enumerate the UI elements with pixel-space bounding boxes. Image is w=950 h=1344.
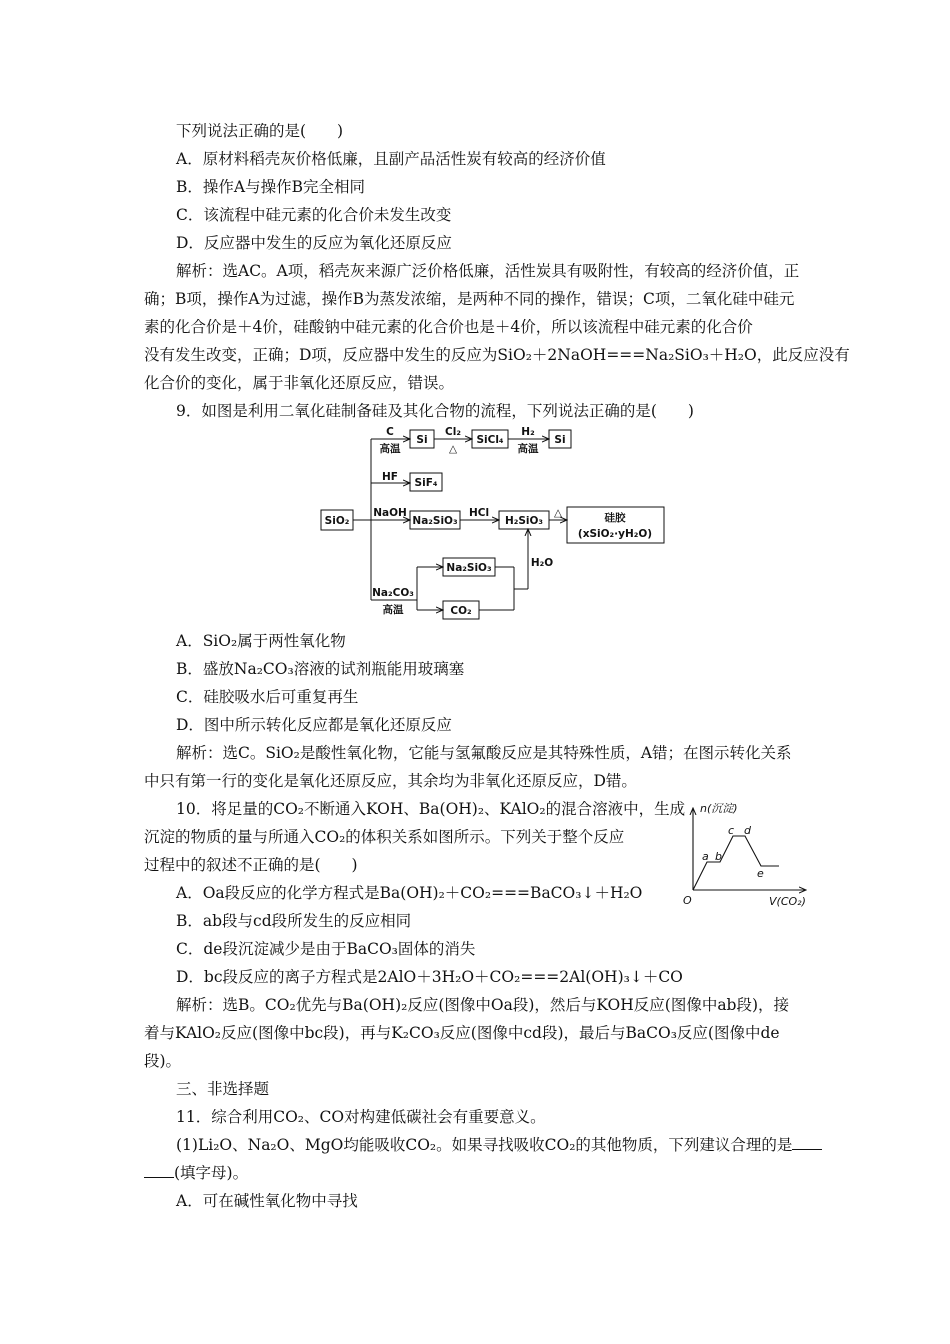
flow-label-delta-1: △: [448, 443, 458, 455]
q9-stem: 9．如图是利用二氧化硅制备硅及其化合物的流程，下列说法正确的是( ): [176, 402, 694, 420]
q10-analysis-3: 段)。: [144, 1052, 182, 1070]
flow-na2sio3: Na₂SiO₃: [412, 515, 458, 527]
q8-analysis-5: 化合价的变化，属于非氧化还原反应，错误。: [144, 374, 455, 392]
q9-option-c: C．硅胶吸水后可重复再生: [176, 688, 359, 706]
flow-label-delta-2: △: [553, 507, 563, 519]
q9-option-b: B．盛放Na₂CO₃溶液的试剂瓶能用玻璃塞: [176, 660, 465, 678]
graph-xlabel: V(CO₂): [769, 895, 806, 908]
q8-option-a: A．原材料稻壳灰价格低廉，且副产品活性炭有较高的经济价值: [176, 150, 606, 168]
flow-label-na2co3: Na₂CO₃: [372, 587, 414, 599]
flow-label-h2o: H₂O: [530, 557, 554, 569]
answer-blank[interactable]: [792, 1135, 822, 1150]
graph-point-b: b: [715, 850, 722, 863]
flow-si-1: Si: [416, 434, 428, 446]
q11-part1-line2: [144, 1163, 248, 1183]
q8-analysis-3: 素的化合价是＋4价，硅酸钠中硅元素的化合价也是＋4价，所以该流程中硅元素的化合价: [144, 318, 753, 336]
flow-label-gaowen-1: 高温: [379, 443, 401, 455]
q9-analysis-1: 解析：选C。SiO₂是酸性氧化物，它能与氢氟酸反应是其特殊性质，A错；在图示转化关系: [176, 744, 792, 762]
answer-blank-continued[interactable]: [144, 1163, 174, 1178]
flow-h2sio3: H₂SiO₃: [504, 515, 544, 527]
q10-stem-3: 过程中的叙述不正确的是( ): [144, 856, 358, 874]
precipitate-graph: [680, 796, 815, 908]
q11-part1-text: (1)Li₂O、Na₂O、MgO均能吸收CO₂。如果寻找吸收CO₂的其他物质，下列建议合理的是: [176, 1136, 793, 1154]
q8-option-d: D．反应器中发生的反应为氧化还原反应: [176, 234, 452, 252]
q11-option-a: A．可在碱性氧化物中寻找: [176, 1192, 358, 1210]
flow-silica-gel-formula: (xSiO₂·yH₂O): [577, 528, 653, 540]
graph-point-d: d: [744, 824, 751, 837]
flow-label-h2: H₂: [521, 426, 535, 438]
q8-option-b: B．操作A与操作B完全相同: [176, 178, 365, 196]
section-title: 三、非选择题: [176, 1080, 270, 1098]
flow-co2: CO₂: [450, 605, 472, 617]
q10-analysis-1: 解析：选B。CO₂优先与Ba(OH)₂反应(图像中Oa段)，然后与KOH反应(图像中ab段)，接: [176, 996, 790, 1014]
flow-sif4: SiF₄: [414, 477, 438, 489]
flow-sicl4: SiCl₄: [476, 434, 504, 446]
q8-analysis-2: 确；B项，操作A为过滤，操作B为蒸发浓缩，是两种不同的操作，错误；C项，二氧化硅中硅元: [144, 290, 795, 308]
flow-sio2: SiO₂: [324, 515, 350, 527]
q9-option-d: D．图中所示转化反应都是氧化还原反应: [176, 716, 452, 734]
q10-option-c: C．de段沉淀减少是由于BaCO₃固体的消失: [176, 940, 476, 958]
q10-stem-1: 10．将足量的CO₂不断通入KOH、Ba(OH)₂、KAlO₂的混合溶液中，生成: [176, 800, 686, 818]
q11-part1-line1: [176, 1135, 822, 1155]
q9-analysis-2: 中只有第一行的变化是氧化还原反应，其余均为非氧化还原反应，D错。: [144, 772, 637, 790]
q8-stem: 下列说法正确的是( ): [176, 122, 344, 140]
graph-point-e: e: [757, 867, 764, 880]
q10-option-b: B．ab段与cd段所发生的反应相同: [176, 912, 412, 930]
q10-option-a: A．Oa段反应的化学方程式是Ba(OH)₂＋CO₂===BaCO₃↓＋H₂O: [176, 884, 643, 902]
flow-label-naoh: NaOH: [373, 507, 407, 519]
flow-silica-gel: 硅胶: [604, 512, 626, 524]
q10-option-d: D．bc段反应的离子方程式是2AlO＋3H₂O＋CO₂===2Al(OH)₃↓＋CO: [176, 968, 683, 986]
flow-si-2: Si: [554, 434, 566, 446]
flow-label-cl2: Cl₂: [445, 426, 461, 438]
q10-analysis-2: 着与KAlO₂反应(图像中bc段)，再与K₂CO₃反应(图像中cd段)，最后与BaCO₃反应(图像中de: [144, 1024, 780, 1042]
flow-label-c: C: [386, 426, 394, 438]
graph-ylabel: n(沉淀): [700, 802, 738, 815]
flow-label-hcl: HCl: [468, 507, 490, 519]
q8-analysis-1: 解析：选AC。A项，稻壳灰来源广泛价格低廉，活性炭具有吸附性，有较高的经济价值，正: [176, 262, 800, 280]
silicon-flow-diagram: [300, 420, 680, 630]
flow-label-gaowen-2: 高温: [517, 443, 539, 455]
graph-point-a: a: [702, 850, 709, 863]
graph-point-c: c: [728, 824, 735, 837]
q11-part1-text-2: (填字母)。: [174, 1164, 249, 1182]
q8-option-c: C．该流程中硅元素的化合价未发生改变: [176, 206, 452, 224]
q10-stem-2: 沉淀的物质的量与所通入CO₂的体积关系如图所示。下列关于整个反应: [144, 828, 625, 846]
q8-analysis-4: 没有发生改变，正确；D项，反应器中发生的反应为SiO₂＋2NaOH===Na₂SiO₃＋H₂O，此反应没有: [144, 346, 850, 364]
q9-option-a: A．SiO₂属于两性氧化物: [176, 632, 346, 650]
flow-na2sio3-b: Na₂SiO₃: [446, 562, 492, 574]
graph-origin: O: [683, 894, 692, 907]
q11-stem: 11．综合利用CO₂、CO对构建低碳社会有重要意义。: [176, 1108, 546, 1126]
flow-label-hf: HF: [382, 471, 398, 483]
flow-label-gaowen-3: 高温: [382, 604, 404, 616]
